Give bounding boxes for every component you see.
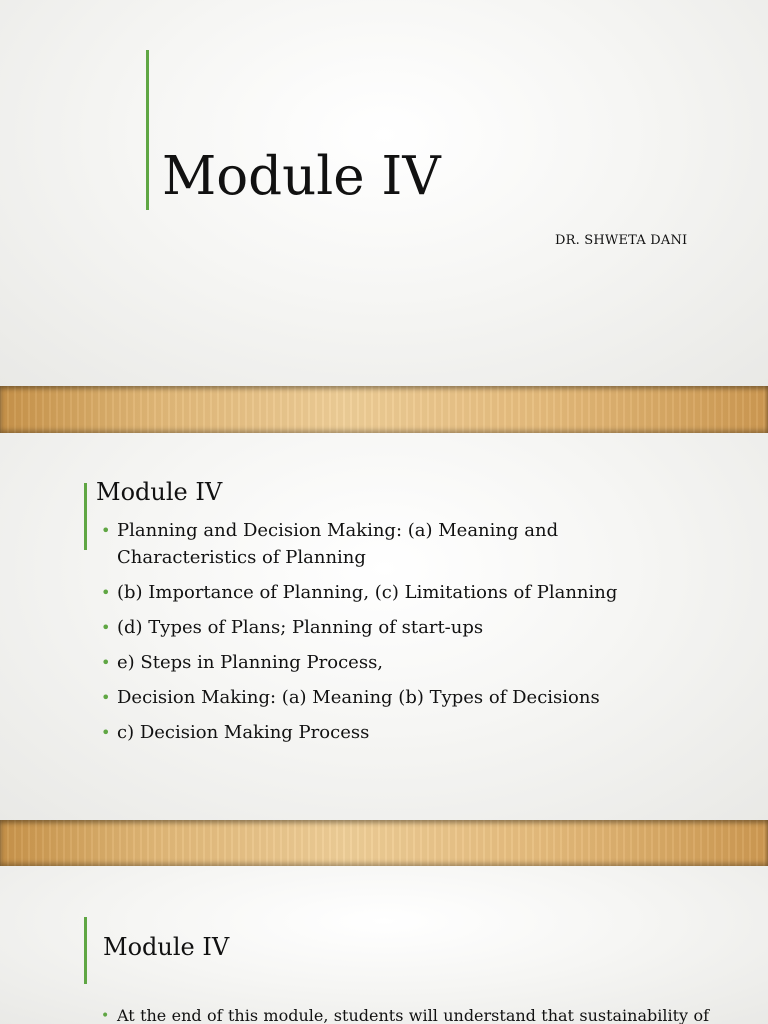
bullet-item — [100, 614, 700, 641]
bullet-icon: • — [101, 618, 111, 637]
slide-title: Module IV — [103, 933, 230, 961]
accent-bar — [84, 483, 87, 550]
bullet-item — [100, 649, 700, 676]
bullet-item — [100, 517, 700, 571]
bullet-text: Planning and Decision Making: (a) Meaning and Characteristics of Planning — [117, 520, 559, 568]
bullet-text: (b) Importance of Planning, (c) Limitations of Planning — [117, 582, 618, 603]
slide-divider — [0, 386, 768, 433]
content-slide — [0, 866, 768, 1024]
slide-title: Module IV — [162, 146, 441, 207]
accent-bar — [84, 917, 87, 984]
title-slide — [0, 0, 768, 386]
accent-bar — [146, 50, 149, 210]
bullet-icon: • — [101, 723, 111, 742]
bullet-icon: • — [101, 521, 111, 540]
bullet-text: Decision Making: (a) Meaning (b) Types of Decisions — [117, 687, 600, 708]
bullet-item — [100, 684, 700, 711]
bullet-text: e) Steps in Planning Process, — [117, 652, 384, 673]
author-name: DR. SHWETA DANI — [555, 233, 688, 248]
slide-title: Module IV — [96, 478, 223, 506]
content-slide — [0, 433, 768, 820]
bullet-text: (d) Types of Plans; Planning of start-ups — [117, 617, 484, 638]
bullet-icon: • — [101, 688, 111, 707]
bullet-text: At the end of this module, students will understand that sustainability of — [117, 1006, 709, 1024]
bullet-icon: • — [101, 1008, 110, 1024]
bullet-item — [100, 579, 700, 606]
bullet-list — [100, 517, 700, 754]
slide-divider — [0, 820, 768, 866]
bullet-icon: • — [101, 653, 111, 672]
bullet-item — [100, 719, 700, 746]
bullet-text: c) Decision Making Process — [117, 722, 370, 743]
bullet-icon: • — [101, 583, 111, 602]
bullet-item — [100, 1004, 709, 1024]
